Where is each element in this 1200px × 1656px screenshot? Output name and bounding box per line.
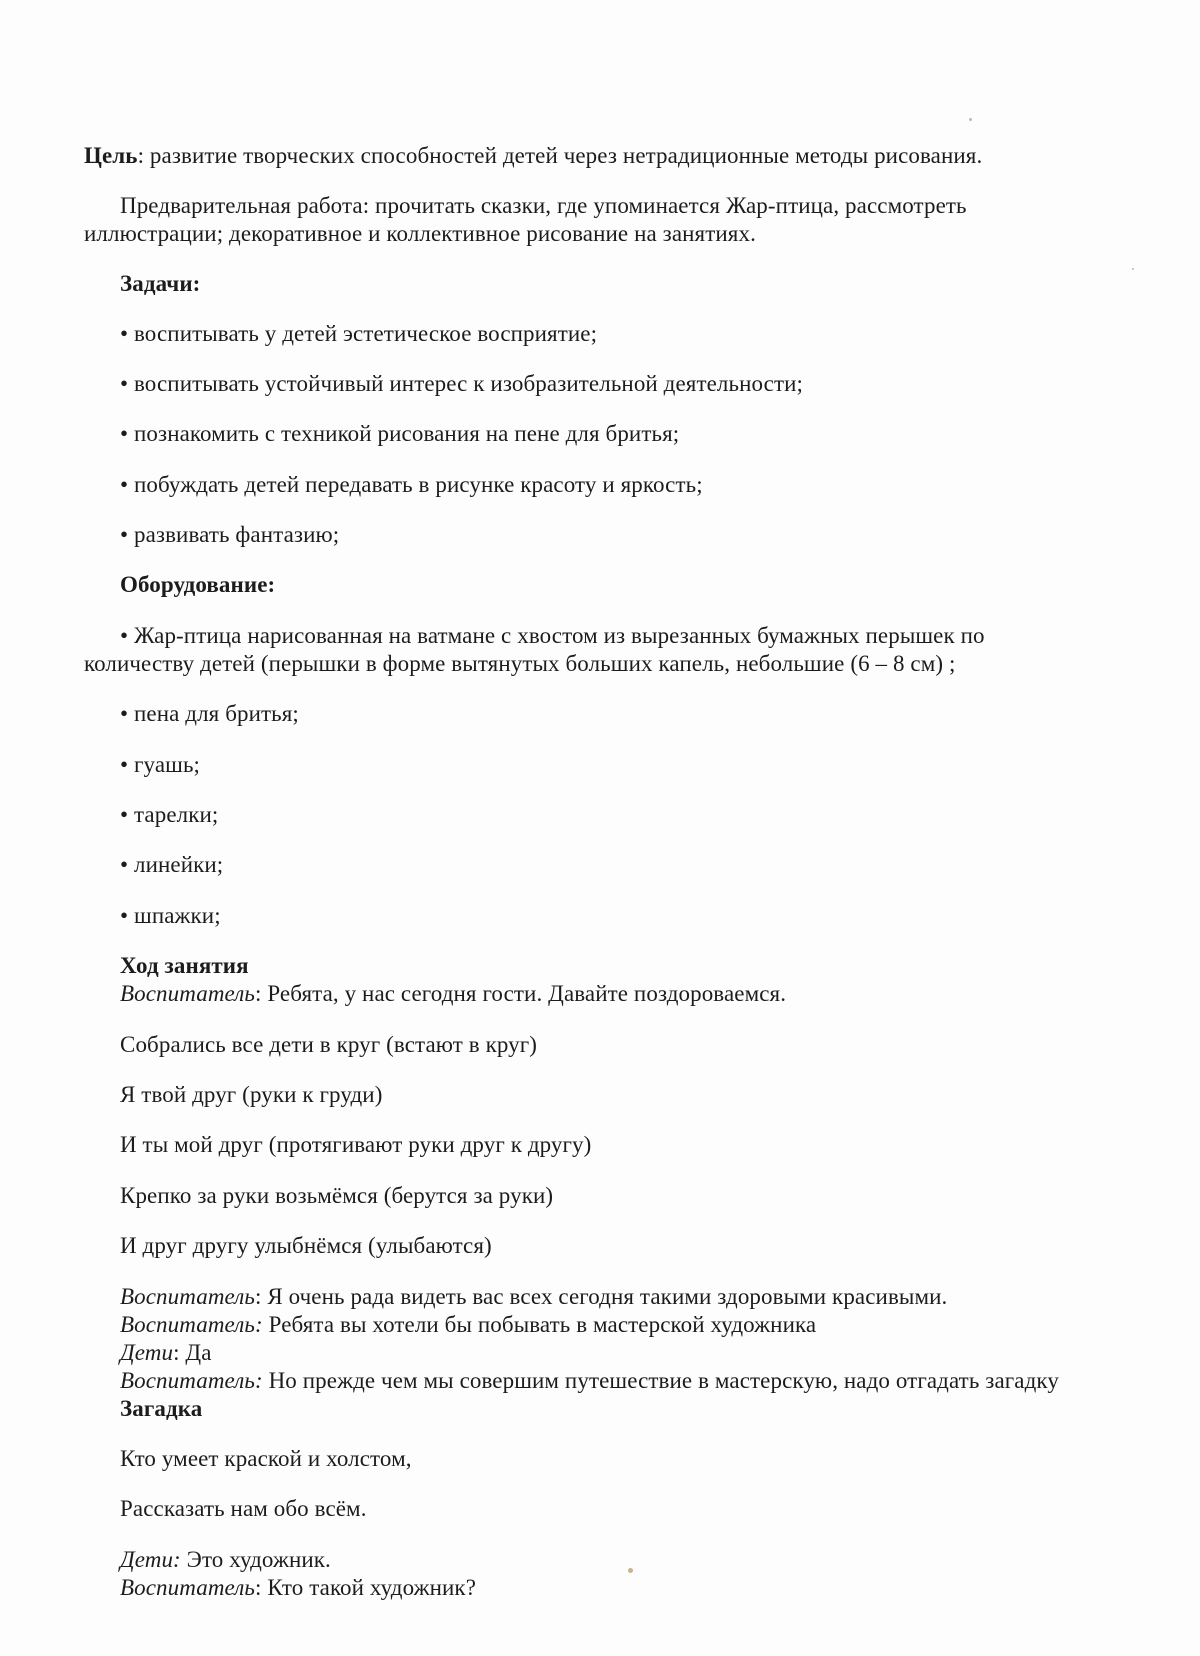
riddle-heading: Загадка <box>120 1396 203 1421</box>
lesson-intro-line <box>120 980 786 1008</box>
dialogue-line <box>120 1367 1059 1395</box>
equipment-first-line-1: • Жар-птица нарисованная на ватмане с хвостом из вырезанных бумажных перышек по <box>120 623 985 648</box>
verse-line: И друг другу улыбнёмся (улыбаются) <box>120 1233 492 1258</box>
dialogue-line <box>120 1283 947 1311</box>
verse-line: Я твой друг (руки к груди) <box>120 1082 383 1107</box>
task-item: • побуждать детей передавать в рисунке красоту и яркость; <box>120 472 703 497</box>
task-item: • познакомить с техникой рисования на пене для бритья; <box>120 421 680 446</box>
scan-speck <box>1132 268 1134 270</box>
equipment-item: • пена для бритья; <box>120 701 299 726</box>
goal-line <box>84 142 982 170</box>
speech-text: : Кто такой художник? <box>255 1575 477 1600</box>
speech-text: : Я очень рада видеть вас всех сегодня такими здоровыми красивыми. <box>255 1284 948 1309</box>
goal-text: : развитие творческих способностей детей через нетрадиционные методы рисования. <box>137 143 983 168</box>
lesson-heading: Ход занятия <box>120 953 249 978</box>
verse-line: Собрались все дети в круг (встают в круг) <box>120 1032 538 1057</box>
equipment-first-line-2: количеству детей (перышки в форме вытянутых больших капель, небольшие (6 – 8 см) ; <box>84 651 956 676</box>
dialogue-line <box>120 1574 476 1602</box>
preliminary-line-1: Предварительная работа: прочитать сказки, где упоминается Жар-птица, рассмотреть <box>120 193 967 218</box>
dialogue-line <box>120 1311 816 1339</box>
speech-text: : Да <box>173 1340 212 1365</box>
equipment-item: • гуашь; <box>120 752 201 777</box>
speaker-label: Дети <box>120 1340 174 1365</box>
speaker-label: Воспитатель: <box>120 1368 263 1393</box>
speaker-label: Воспитатель <box>120 1575 255 1600</box>
speaker-label: Воспитатель <box>120 1284 255 1309</box>
scan-speck <box>969 118 972 121</box>
goal-label: Цель <box>84 143 138 168</box>
scan-speck <box>628 1568 633 1573</box>
task-item: • воспитывать у детей эстетическое восприятие; <box>120 321 598 346</box>
equipment-item: • линейки; <box>120 852 224 877</box>
speaker-label: Воспитатель: <box>120 1312 263 1337</box>
equipment-heading: Оборудование: <box>120 572 276 597</box>
verse-line: Крепко за руки возьмёмся (берутся за руки) <box>120 1183 554 1208</box>
speaker-label: Дети: <box>120 1547 181 1572</box>
dialogue-line <box>120 1546 331 1574</box>
dialogue-line <box>120 1339 212 1367</box>
speech-text: Но прежде чем мы совершим путешествие в мастерскую, надо отгадать загадку <box>262 1368 1059 1393</box>
preliminary-line-2: иллюстрации; декоративное и коллективное рисование на занятиях. <box>84 221 756 246</box>
equipment-item: • шпажки; <box>120 903 221 928</box>
verse-line: И ты мой друг (протягивают руки друг к другу) <box>120 1132 592 1157</box>
task-item: • воспитывать устойчивый интерес к изобразительной деятельности; <box>120 371 804 396</box>
speech-text: Ребята вы хотели бы побывать в мастерской художника <box>262 1312 817 1337</box>
riddle-line: Кто умеет краской и холстом, <box>120 1446 412 1471</box>
equipment-item: • тарелки; <box>120 802 219 827</box>
speech-text: : Ребята, у нас сегодня гости. Давайте поздороваемся. <box>255 981 787 1006</box>
riddle-line: Рассказать нам обо всём. <box>120 1496 367 1521</box>
task-item: • развивать фантазию; <box>120 522 340 547</box>
speech-text: Это художник. <box>180 1547 331 1572</box>
speaker-label: Воспитатель <box>120 981 255 1006</box>
tasks-heading: Задачи: <box>120 271 201 296</box>
